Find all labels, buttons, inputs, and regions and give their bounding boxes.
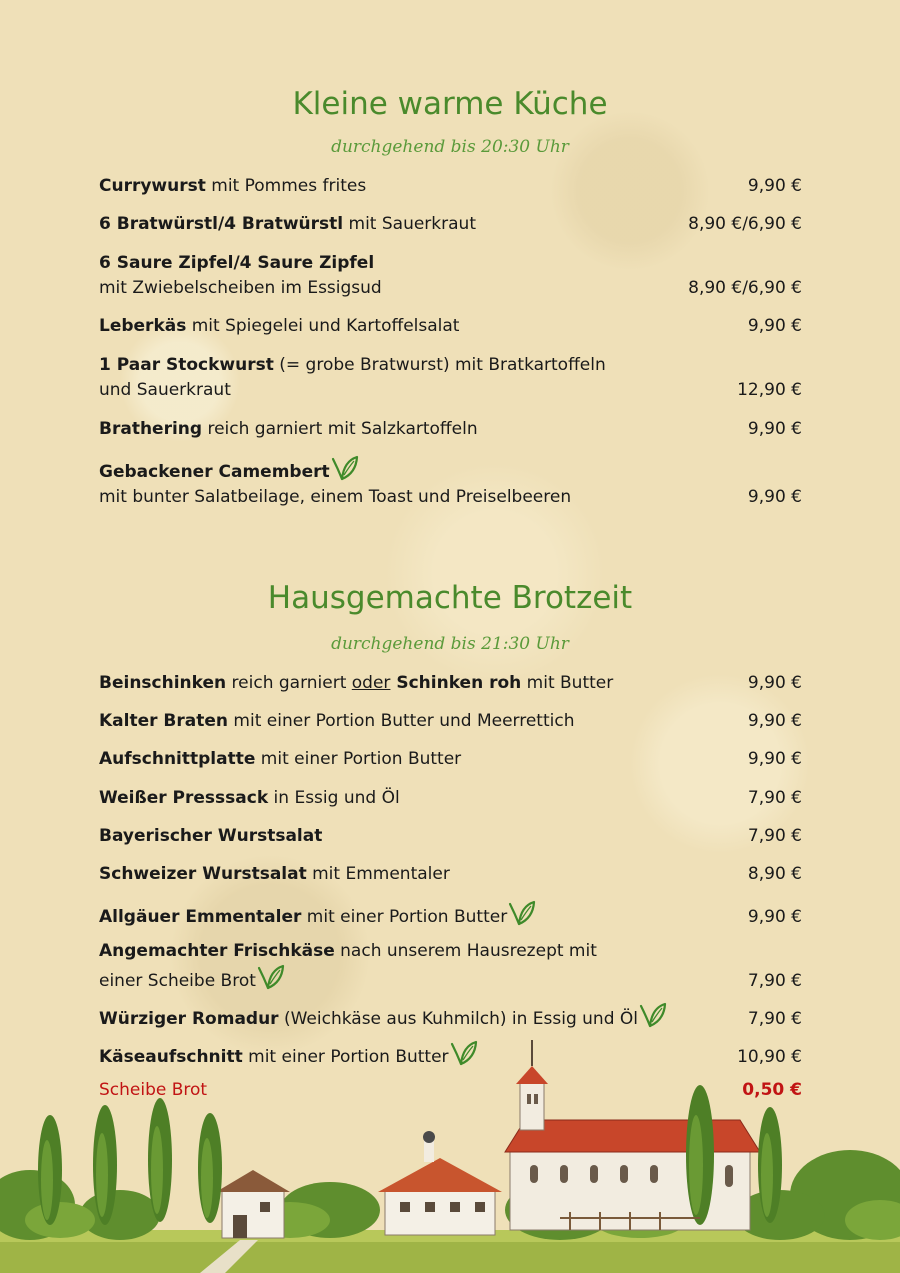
menu-item-brathering xyxy=(99,417,802,442)
item-name: Currywurst xyxy=(99,176,206,196)
item-price: 7,90 € xyxy=(747,971,802,991)
item-price: 9,90 € xyxy=(747,907,802,927)
menu-item-stockwurst xyxy=(99,353,802,403)
item-price: 9,90 € xyxy=(747,673,802,693)
item-price: 7,90 € xyxy=(747,788,802,808)
menu-item-aufschnittplatte xyxy=(99,747,802,772)
item-description-line2: und Sauerkraut xyxy=(99,380,231,400)
item-name: 6 Saure Zipfel/4 Saure Zipfel xyxy=(99,253,375,273)
item-description-line2: einer Scheibe Brot xyxy=(99,971,256,991)
item-price: 9,90 € xyxy=(747,487,802,507)
item-description: (Weichkäse aus Kuhmilch) in Essig und Öl xyxy=(278,1009,639,1029)
item-price: 9,90 € xyxy=(747,749,802,769)
vegetarian-leaf-icon xyxy=(330,455,360,481)
item-description: mit einer Portion Butter xyxy=(242,1047,449,1067)
vegetarian-leaf-icon xyxy=(507,900,537,926)
menu-item-allgaeuer-emmentaler xyxy=(99,900,802,930)
menu-item-schweizer-wurstsalat xyxy=(99,862,802,887)
menu-item-bratwuerstl xyxy=(99,212,802,237)
item-description: mit Spiegelei und Kartoffelsalat xyxy=(186,316,460,336)
menu-item-camembert xyxy=(99,455,802,510)
section-subtitle-hours: durchgehend bis 21:30 Uhr xyxy=(331,634,569,654)
item-description: nach unserem Hausrezept mit xyxy=(334,941,597,961)
item-name: Bayerischer Wurstsalat xyxy=(99,826,323,846)
menu-item-romadur xyxy=(99,1002,802,1032)
item-name: Scheibe Brot xyxy=(99,1080,208,1100)
item-price: 7,90 € xyxy=(747,826,802,846)
item-description: mit einer Portion Butter xyxy=(301,907,508,927)
section-title-hausgemachte-brotzeit: Hausgemachte Brotzeit xyxy=(267,580,633,616)
menu-item-currywurst xyxy=(99,174,802,199)
item-name: Gebackener Camembert xyxy=(99,462,330,482)
item-price: 8,90 €/6,90 € xyxy=(688,278,802,298)
item-description: mit einer Portion Butter xyxy=(255,749,462,769)
item-price: 9,90 € xyxy=(747,419,802,439)
item-name: 1 Paar Stockwurst xyxy=(99,355,274,375)
item-description: mit Zwiebelscheiben im Essigsud xyxy=(99,278,382,298)
item-description: reich garniert mit Salzkartoffeln xyxy=(202,419,478,439)
item-description: mit Emmentaler xyxy=(306,864,450,884)
item-description: mit bunter Salatbeilage, einem Toast und Preiselbeeren xyxy=(99,487,572,507)
menu-item-leberkaes xyxy=(99,314,802,339)
item-name: Aufschnittplatte xyxy=(99,749,256,769)
vegetarian-leaf-icon xyxy=(638,1002,668,1028)
menu-item-kalter-braten xyxy=(99,709,802,734)
section-subtitle-hours: durchgehend bis 20:30 Uhr xyxy=(331,137,569,157)
item-price: 9,90 € xyxy=(747,316,802,336)
item-name: Kalter Braten xyxy=(99,711,229,731)
item-name: Angemachter Frischkäse xyxy=(99,941,335,961)
item-description: mit einer Portion Butter und Meerrettich xyxy=(228,711,575,731)
item-price: 12,90 € xyxy=(737,380,802,400)
item-or-underlined: oder xyxy=(351,673,391,693)
item-price: 7,90 € xyxy=(747,1009,802,1029)
item-description: mit Pommes frites xyxy=(205,176,367,196)
item-price: 9,90 € xyxy=(747,711,802,731)
menu-item-beinschinken xyxy=(99,671,802,696)
item-price: 10,90 € xyxy=(737,1047,802,1067)
item-description: reich garniert xyxy=(226,673,352,693)
item-name: Allgäuer Emmentaler xyxy=(99,907,302,927)
village-illustration xyxy=(0,1030,900,1273)
menu-item-scheibe-brot xyxy=(99,1078,802,1103)
menu-item-frischkaese xyxy=(99,939,802,994)
item-price: 8,90 € xyxy=(747,864,802,884)
item-description: in Essig und Öl xyxy=(268,788,400,808)
item-price: 0,50 € xyxy=(742,1080,802,1100)
menu-item-presssack xyxy=(99,786,802,811)
item-price: 9,90 € xyxy=(747,176,802,196)
vegetarian-leaf-icon xyxy=(256,964,286,990)
item-description-alt: mit Butter xyxy=(521,673,614,693)
menu-item-bayerischer-wurstsalat xyxy=(99,824,802,849)
item-name: Beinschinken xyxy=(99,673,227,693)
item-name-alt: Schinken roh xyxy=(390,673,522,693)
item-name: 6 Bratwürstl/4 Bratwürstl xyxy=(99,214,344,234)
item-description: mit Sauerkraut xyxy=(343,214,476,234)
section-title-kleine-warme-kueche: Kleine warme Küche xyxy=(292,86,608,122)
menu-item-saure-zipfel xyxy=(99,251,802,301)
item-price: 8,90 €/6,90 € xyxy=(688,214,802,234)
item-name: Brathering xyxy=(99,419,203,439)
item-name: Schweizer Wurstsalat xyxy=(99,864,307,884)
item-name: Würziger Romadur xyxy=(99,1009,279,1029)
item-name: Weißer Presssack xyxy=(99,788,269,808)
item-name: Käseaufschnitt xyxy=(99,1047,243,1067)
item-name: Leberkäs xyxy=(99,316,187,336)
item-description: (= grobe Bratwurst) mit Bratkartoffeln xyxy=(273,355,606,375)
